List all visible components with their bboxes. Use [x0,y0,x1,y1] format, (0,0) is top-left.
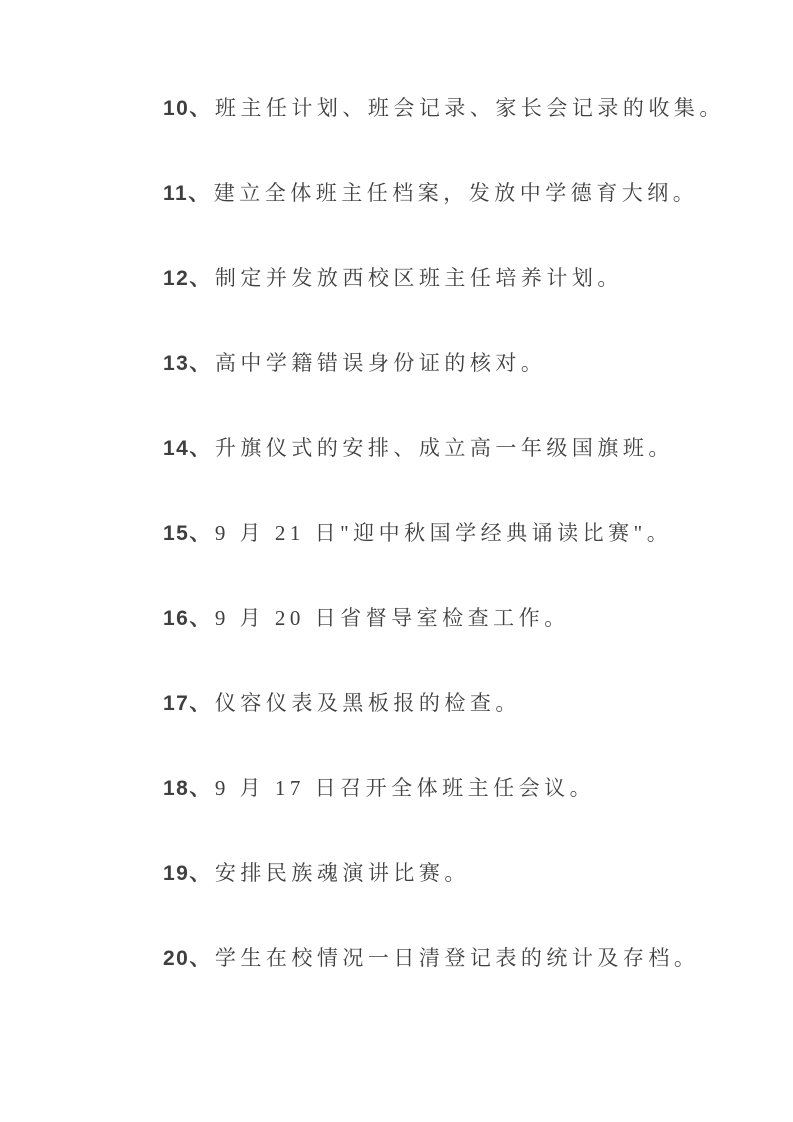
item-number: 17、 [163,692,212,715]
list-item [163,692,733,715]
item-number: 13、 [163,352,212,375]
list-item [163,607,733,630]
list-item [163,862,733,885]
item-text: 9 月 20 日省督导室检查工作。 [214,606,570,630]
item-text: 制定并发放西校区班主任培养计划。 [214,266,623,290]
list-item [163,267,733,290]
item-number: 20、 [163,947,212,970]
list-item [163,182,733,205]
item-number: 16、 [163,607,212,630]
item-number: 14、 [163,437,212,460]
item-text: 安排民族魂演讲比赛。 [214,861,470,885]
item-text: 9 月 17 日召开全体班主任会议。 [214,776,596,800]
item-number: 18、 [163,777,212,800]
item-text: 建立全体班主任档案，发放中学德育大纲。 [213,181,699,205]
list-item [163,437,733,460]
item-text: 高中学籍错误身份证的核对。 [214,351,547,375]
item-text: 仪容仪表及黑板报的检查。 [214,691,521,715]
item-text: 班主任计划、班会记录、家长会记录的收集。 [214,96,725,120]
list-item [163,947,733,970]
list-item [163,97,733,120]
item-text: 升旗仪式的安排、成立高一年级国旗班。 [214,436,674,460]
item-number: 12、 [163,267,212,290]
list-item [163,777,733,800]
item-number: 15、 [163,522,212,545]
list-item [163,352,733,375]
item-text: 学生在校情况一日清登记表的统计及存档。 [214,946,700,970]
item-number: 19、 [163,862,212,885]
item-text: 9 月 21 日"迎中秋国学经典诵读比赛"。 [214,521,673,545]
item-number: 10、 [163,97,212,120]
item-number: 11、 [163,182,211,205]
list-item [163,522,733,545]
